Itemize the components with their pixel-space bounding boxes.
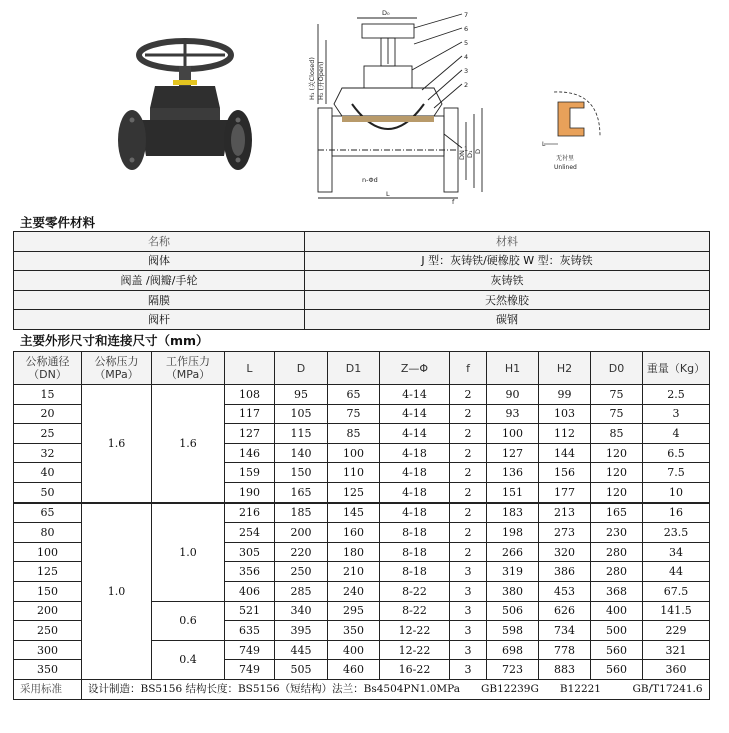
part-7: 7	[464, 11, 469, 19]
standards-row	[14, 679, 710, 699]
cell-h2: 112	[539, 424, 591, 444]
cell-d: 340	[275, 601, 328, 621]
cell-h1: 723	[487, 660, 539, 680]
cell-d: 95	[275, 385, 328, 405]
cell-f: 3	[450, 581, 487, 601]
cell-h1: 266	[487, 542, 539, 562]
cell-weight: 141.5	[643, 601, 710, 621]
cell-f: 2	[450, 404, 487, 424]
cell-dn: 125	[14, 562, 82, 582]
cell-h2: 156	[539, 463, 591, 483]
cell-h1: 380	[487, 581, 539, 601]
unlined-en: Unlined	[554, 164, 577, 171]
standards-label: 采用标准	[14, 679, 82, 699]
l-dimension-label: L	[386, 190, 390, 198]
cell-l: 159	[225, 463, 275, 483]
cell-d: 165	[275, 482, 328, 502]
cell-d1: 180	[328, 542, 380, 562]
cell-z-phi: 16-22	[380, 660, 450, 680]
cell-weight: 44	[643, 562, 710, 582]
cell-d1: 145	[328, 503, 380, 523]
dimensions-table	[13, 351, 710, 700]
cell-d1: 100	[328, 443, 380, 463]
materials-row	[14, 310, 710, 330]
cell-weight: 6.5	[643, 443, 710, 463]
cell-d: 185	[275, 503, 328, 523]
cell-d1: 65	[328, 385, 380, 405]
cell-dn: 50	[14, 482, 82, 502]
header-dn: 公称通径（DN）	[14, 352, 82, 385]
cell-l: 216	[225, 503, 275, 523]
cell-d1: 350	[328, 621, 380, 641]
cell-weight: 321	[643, 640, 710, 660]
cell-z-phi: 4-14	[380, 404, 450, 424]
cell-l: 305	[225, 542, 275, 562]
d1-label: D₁	[466, 150, 474, 158]
cell-weight: 360	[643, 660, 710, 680]
hole-label: n-Φd	[362, 176, 378, 184]
cell-h2: 177	[539, 482, 591, 502]
d0-label: D₀	[382, 9, 390, 17]
cell-h1: 598	[487, 621, 539, 641]
cell-f: 2	[450, 443, 487, 463]
cell-h2: 144	[539, 443, 591, 463]
cell-d0: 75	[591, 404, 643, 424]
header-d0: D0	[591, 352, 643, 385]
cell-h1: 93	[487, 404, 539, 424]
materials-row	[14, 251, 710, 271]
cell-h1: 698	[487, 640, 539, 660]
d-label: D	[474, 148, 482, 154]
cell-l: 127	[225, 424, 275, 444]
cell-weight: 34	[643, 542, 710, 562]
valve-section-drawing	[302, 4, 502, 209]
cell-d0: 120	[591, 482, 643, 502]
cell-h2: 213	[539, 503, 591, 523]
cell-dn: 80	[14, 523, 82, 543]
h2-label: H₂ (开Open)	[317, 61, 325, 100]
cell-f: 3	[450, 640, 487, 660]
cell-h2: 273	[539, 523, 591, 543]
cell-z-phi: 8-18	[380, 562, 450, 582]
cell-d1: 160	[328, 523, 380, 543]
materials-title: 主要零件材料	[20, 215, 96, 230]
cell-z-phi: 8-22	[380, 601, 450, 621]
cell-weight: 4	[643, 424, 710, 444]
cell-h1: 90	[487, 385, 539, 405]
cell-f: 2	[450, 523, 487, 543]
cell-dn: 20	[14, 404, 82, 424]
h1-label: H₁ (关Closed)	[308, 57, 316, 100]
materials-row	[14, 271, 710, 291]
materials-row	[14, 290, 710, 310]
cell-dn: 150	[14, 581, 82, 601]
materials-header-row	[14, 232, 710, 252]
cell-l: 521	[225, 601, 275, 621]
materials-header-material: 材料	[305, 232, 710, 252]
part-2: 2	[464, 81, 469, 89]
cell-f: 2	[450, 542, 487, 562]
cell-d0: 120	[591, 443, 643, 463]
cell-z-phi: 8-18	[380, 523, 450, 543]
cell-h2: 103	[539, 404, 591, 424]
header-illustrations	[0, 0, 729, 212]
cell-h1: 100	[487, 424, 539, 444]
cell-dn: 40	[14, 463, 82, 483]
cell-dn: 32	[14, 443, 82, 463]
cell-z-phi: 12-22	[380, 640, 450, 660]
header-d1: D1	[328, 352, 380, 385]
cell-weight: 7.5	[643, 463, 710, 483]
cell-l: 146	[225, 443, 275, 463]
cell-h2: 320	[539, 542, 591, 562]
dimension-row	[14, 385, 710, 405]
part-name: 阀体	[14, 251, 305, 271]
part-material: 灰铸铁	[305, 271, 710, 291]
cell-weight: 10	[643, 482, 710, 502]
part-5: 5	[464, 39, 469, 47]
cell-z-phi: 4-14	[380, 385, 450, 405]
cell-nominal-pressure: 1.0	[82, 503, 152, 680]
cell-dn: 100	[14, 542, 82, 562]
cell-d1: 240	[328, 581, 380, 601]
cell-d: 285	[275, 581, 328, 601]
cell-z-phi: 4-14	[380, 424, 450, 444]
cell-dn: 350	[14, 660, 82, 680]
cell-h1: 506	[487, 601, 539, 621]
cell-d1: 400	[328, 640, 380, 660]
cell-h2: 883	[539, 660, 591, 680]
cell-z-phi: 4-18	[380, 443, 450, 463]
cell-nominal-pressure: 1.6	[82, 385, 152, 503]
valve-photo	[110, 28, 260, 188]
cell-d1: 295	[328, 601, 380, 621]
part-name: 阀盖 /阀瓣/手轮	[14, 271, 305, 291]
cell-h2: 386	[539, 562, 591, 582]
f-label: f	[452, 198, 455, 206]
cell-z-phi: 8-18	[380, 542, 450, 562]
cell-h1: 151	[487, 482, 539, 502]
cell-l: 635	[225, 621, 275, 641]
cell-weight: 16	[643, 503, 710, 523]
cell-weight: 229	[643, 621, 710, 641]
cell-f: 3	[450, 621, 487, 641]
cell-f: 2	[450, 482, 487, 502]
unlined-detail-drawing	[540, 88, 604, 180]
cell-d0: 120	[591, 463, 643, 483]
cell-d1: 210	[328, 562, 380, 582]
dimensions-header-row	[14, 352, 710, 385]
cell-d: 200	[275, 523, 328, 543]
cell-d0: 280	[591, 542, 643, 562]
dimension-row	[14, 503, 710, 523]
cell-h2: 778	[539, 640, 591, 660]
cell-d1: 85	[328, 424, 380, 444]
cell-d: 395	[275, 621, 328, 641]
dimensions-title: 主要外形尺寸和连接尺寸（mm）	[20, 333, 209, 348]
cell-working-pressure: 0.4	[152, 640, 225, 679]
cell-f: 2	[450, 503, 487, 523]
cell-z-phi: 4-18	[380, 482, 450, 502]
cell-dn: 300	[14, 640, 82, 660]
cell-z-phi: 8-22	[380, 581, 450, 601]
header-h1: H1	[487, 352, 539, 385]
part-name: 隔膜	[14, 290, 305, 310]
cell-l: 356	[225, 562, 275, 582]
cell-l: 254	[225, 523, 275, 543]
part-1: 1	[464, 145, 469, 153]
cell-dn: 250	[14, 621, 82, 641]
cell-h1: 183	[487, 503, 539, 523]
cell-d0: 75	[591, 385, 643, 405]
cell-d1: 75	[328, 404, 380, 424]
header-z-phi: Z—Φ	[380, 352, 450, 385]
materials-table	[13, 231, 710, 330]
cell-weight: 67.5	[643, 581, 710, 601]
detail-l-label: L	[542, 141, 546, 148]
part-material: 碳钢	[305, 310, 710, 330]
cell-d0: 560	[591, 660, 643, 680]
cell-d: 105	[275, 404, 328, 424]
cell-working-pressure: 0.6	[152, 601, 225, 640]
cell-f: 2	[450, 385, 487, 405]
cell-d1: 460	[328, 660, 380, 680]
cell-l: 749	[225, 660, 275, 680]
cell-d0: 400	[591, 601, 643, 621]
header-f: f	[450, 352, 487, 385]
cell-dn: 15	[14, 385, 82, 405]
cell-h1: 136	[487, 463, 539, 483]
cell-z-phi: 4-18	[380, 503, 450, 523]
cell-l: 406	[225, 581, 275, 601]
header-l: L	[225, 352, 275, 385]
cell-l: 117	[225, 404, 275, 424]
cell-working-pressure: 1.6	[152, 385, 225, 503]
cell-f: 3	[450, 660, 487, 680]
part-6: 6	[464, 25, 469, 33]
materials-header-name: 名称	[14, 232, 305, 252]
cell-f: 3	[450, 562, 487, 582]
cell-l: 108	[225, 385, 275, 405]
cell-d0: 560	[591, 640, 643, 660]
cell-d: 250	[275, 562, 328, 582]
cell-d0: 368	[591, 581, 643, 601]
part-name: 阀杆	[14, 310, 305, 330]
cell-l: 749	[225, 640, 275, 660]
part-3: 3	[464, 67, 469, 75]
cell-h1: 127	[487, 443, 539, 463]
cell-d1: 110	[328, 463, 380, 483]
part-4: 4	[464, 53, 469, 61]
unlined-cn: 无衬里	[556, 155, 575, 162]
cell-f: 2	[450, 424, 487, 444]
cell-d1: 125	[328, 482, 380, 502]
cell-d0: 280	[591, 562, 643, 582]
part-material: J 型：灰铸铁/硬橡胶 W 型：灰铸铁	[305, 251, 710, 271]
cell-h2: 626	[539, 601, 591, 621]
standards-text: 设计制造：BS5156 结构长度：BS5156（短结构）法兰：Bs4504PN1.0MPa GB12239G B12221 GB/T17241.6	[82, 679, 710, 699]
cell-weight: 3	[643, 404, 710, 424]
cell-d: 140	[275, 443, 328, 463]
cell-d: 445	[275, 640, 328, 660]
header-nominal-pressure: 公称压力（MPa）	[82, 352, 152, 385]
cell-f: 3	[450, 601, 487, 621]
header-working-pressure: 工作压力（MPa）	[152, 352, 225, 385]
cell-l: 190	[225, 482, 275, 502]
cell-dn: 25	[14, 424, 82, 444]
cell-d: 220	[275, 542, 328, 562]
cell-h2: 99	[539, 385, 591, 405]
header-d: D	[275, 352, 328, 385]
cell-d0: 165	[591, 503, 643, 523]
cell-z-phi: 4-18	[380, 463, 450, 483]
cell-d: 505	[275, 660, 328, 680]
header-h2: H2	[539, 352, 591, 385]
cell-h1: 319	[487, 562, 539, 582]
cell-d: 115	[275, 424, 328, 444]
part-material: 天然橡胶	[305, 290, 710, 310]
cell-z-phi: 12-22	[380, 621, 450, 641]
cell-weight: 2.5	[643, 385, 710, 405]
cell-d: 150	[275, 463, 328, 483]
cell-working-pressure: 1.0	[152, 503, 225, 601]
cell-d0: 500	[591, 621, 643, 641]
cell-d0: 85	[591, 424, 643, 444]
cell-h2: 453	[539, 581, 591, 601]
cell-d0: 230	[591, 523, 643, 543]
cell-dn: 200	[14, 601, 82, 621]
header-weight: 重量（Kg）	[643, 352, 710, 385]
cell-h2: 734	[539, 621, 591, 641]
dn-label: DN	[458, 150, 466, 160]
cell-dn: 65	[14, 503, 82, 523]
cell-h1: 198	[487, 523, 539, 543]
cell-f: 2	[450, 463, 487, 483]
cell-weight: 23.5	[643, 523, 710, 543]
